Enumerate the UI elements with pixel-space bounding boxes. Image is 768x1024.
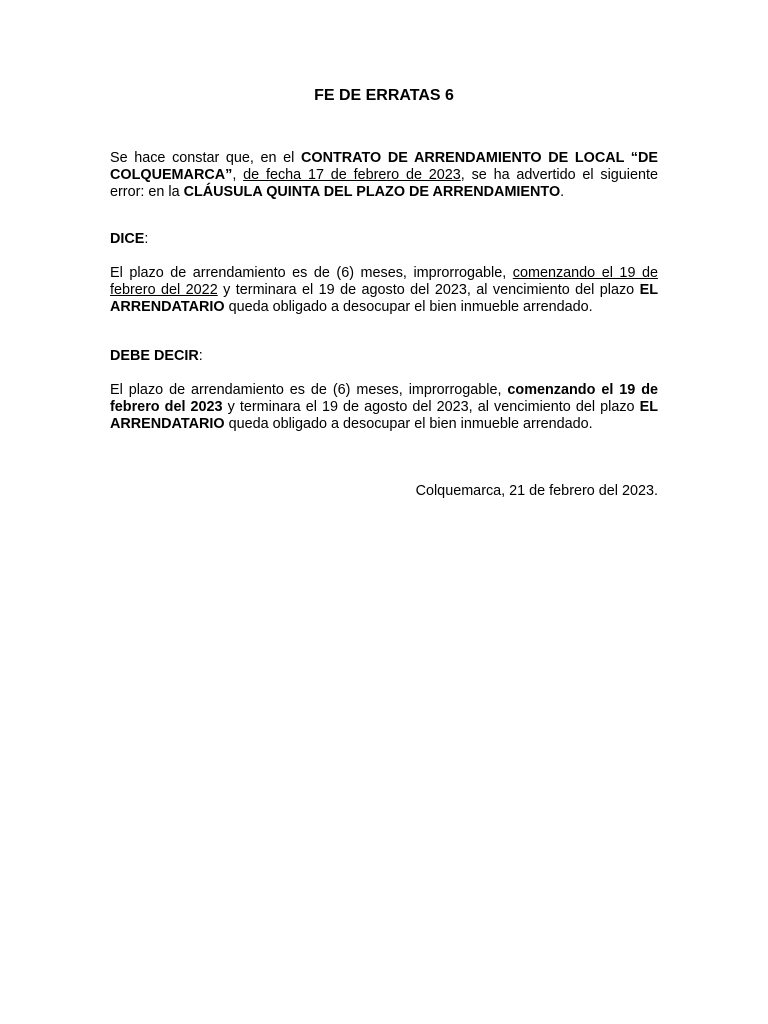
dice-tenant: EL ARRENDATARIO — [110, 282, 659, 315]
debe-text-5: queda obligado a desocupar el bien inmueble arrendado. — [224, 416, 593, 432]
contract-date: de fecha 17 de febrero de 2023 — [243, 167, 461, 183]
intro-paragraph — [110, 150, 658, 201]
intro-text-3: , — [232, 167, 244, 183]
debe-text-3: y terminara el 19 de agosto del 2023, al vencimiento del plazo — [222, 399, 640, 415]
debe-start-date: comenzando el 19 de febrero del 2023 — [110, 382, 658, 415]
closing-date: Colquemarca, 21 de febrero del 2023. — [415, 483, 658, 499]
dice-start-date: comenzando el 19 de febrero del 2022 — [110, 265, 658, 298]
dice-paragraph — [110, 265, 658, 316]
intro-text-7: . — [560, 184, 565, 200]
intro-text-5: , se ha advertido el siguiente error: en la — [110, 167, 659, 200]
dice-heading-label: DICE — [110, 231, 145, 247]
debe-decir-heading — [110, 348, 658, 365]
dice-text-3: y terminara el 19 de agosto del 2023, al vencimiento del plazo — [217, 282, 640, 298]
document-title: FE DE ERRATAS 6 — [314, 87, 454, 104]
dice-text-1: El plazo de arrendamiento es de (6) meses, improrrogable, — [110, 265, 513, 281]
dice-heading — [110, 231, 658, 248]
debe-decir-heading-label: DEBE DECIR — [110, 348, 199, 364]
debe-tenant: EL ARRENDATARIO — [110, 399, 658, 432]
dice-text-5: queda obligado a desocupar el bien inmueble arrendado. — [224, 299, 593, 315]
debe-decir-paragraph — [110, 382, 658, 433]
clause-name: CLÁUSULA QUINTA DEL PLAZO DE ARRENDAMIENTO — [183, 184, 561, 200]
intro-text-1: Se hace constar que, en el — [110, 150, 302, 166]
debe-text-1: El plazo de arrendamiento es de (6) meses, improrrogable, — [110, 382, 508, 398]
contract-name: CONTRATO DE ARRENDAMIENTO DE LOCAL “DE COLQUEMARCA” — [110, 150, 658, 183]
dice-heading-colon: : — [144, 231, 149, 247]
debe-decir-heading-colon: : — [198, 348, 203, 364]
